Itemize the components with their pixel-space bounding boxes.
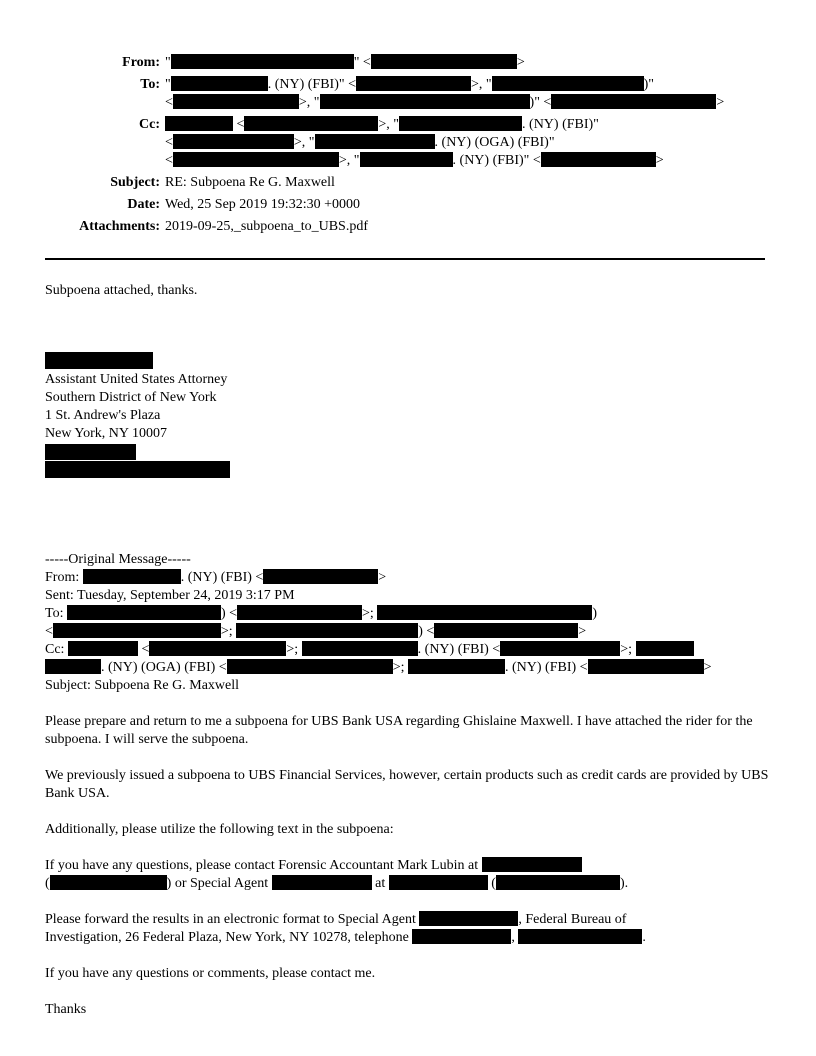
redaction [551, 94, 716, 109]
original-sent: Sent: Tuesday, September 24, 2019 3:17 PM [45, 588, 295, 603]
original-paragraph-3: Additionally, please utilize the following text in the subpoena: [45, 822, 394, 837]
signature-phone-redaction [45, 444, 136, 460]
original-from: From: . (NY) (FBI) < > [45, 570, 387, 585]
signature-office: Southern District of New York [45, 390, 217, 405]
redaction [412, 929, 511, 944]
original-to-line-1: To: ) < >; ) [45, 606, 597, 621]
redaction [482, 857, 582, 872]
redaction [227, 659, 393, 674]
redaction [496, 875, 620, 890]
redaction [389, 875, 488, 890]
original-paragraph-1: Please prepare and return to me a subpoena for UBS Bank USA regarding Ghislaine Maxwell. I have attached the rider for the subpoena. I will serve the subpoena. [45, 714, 753, 747]
original-paragraph-5-line-2: Investigation, 26 Federal Plaza, New York, NY 10278, telephone , . [45, 930, 646, 945]
original-cc-line-2: . (NY) (OGA) (FBI) < >; . (NY) (FBI) < > [45, 659, 711, 677]
original-cc-line-1: Cc: < >; . (NY) (FBI) < >; [45, 641, 694, 659]
redaction [360, 152, 453, 167]
redaction [236, 623, 418, 638]
date-label: Date: [127, 197, 160, 212]
original-paragraph-4-line-1: If you have any questions, please contact Forensic Accountant Mark Lubin at [45, 857, 582, 875]
cc-value-line-1: < >, " . (NY) (FBI)" [165, 116, 599, 134]
redaction [588, 659, 704, 674]
redaction [171, 54, 354, 69]
redaction [173, 152, 339, 167]
from-label: From: [122, 55, 160, 70]
redaction [356, 76, 471, 91]
redaction [419, 911, 518, 926]
original-paragraph-2: We previously issued a subpoena to UBS Financial Services, however, certain products such as credit cards are provided by UBS Bank USA. [45, 768, 769, 801]
redaction [53, 623, 221, 638]
cc-label: Cc: [139, 117, 160, 132]
redaction [165, 116, 233, 131]
redaction [371, 54, 517, 69]
cc-value-line-3: < >, " . (NY) (FBI)" < > [165, 153, 664, 168]
subject-label: Subject: [110, 175, 160, 190]
redaction [50, 875, 167, 890]
redaction [83, 569, 181, 584]
signature-address-2: New York, NY 10007 [45, 426, 167, 441]
redaction [302, 641, 418, 656]
redaction [541, 152, 656, 167]
to-label: To: [140, 77, 160, 92]
from-value: " " < > [165, 55, 525, 70]
redaction [434, 623, 578, 638]
redaction [149, 641, 286, 656]
redaction [500, 641, 620, 656]
signature-address-1: 1 St. Andrew's Plaza [45, 408, 161, 423]
original-paragraph-6: If you have any questions or comments, please contact me. [45, 966, 376, 981]
redaction [518, 929, 642, 944]
redaction [320, 94, 530, 109]
redaction [315, 134, 435, 149]
redaction [173, 94, 299, 109]
redaction [492, 76, 644, 91]
signature-email-redaction [45, 461, 230, 478]
original-message-divider: -----Original Message----- [45, 552, 191, 567]
redaction [263, 569, 378, 584]
redaction [399, 116, 522, 131]
original-subject: Subject: Subpoena Re G. Maxwell [45, 678, 240, 693]
redaction [173, 134, 294, 149]
signature-title: Assistant United States Attorney [45, 372, 228, 387]
to-value-line-1: " . (NY) (FBI)" < >, " )" [165, 77, 654, 92]
original-paragraph-5-line-1: Please forward the results in an electronic format to Special Agent , Federal Bureau of [45, 912, 627, 927]
subject-value: RE: Subpoena Re G. Maxwell [165, 175, 335, 190]
header-divider [45, 258, 765, 260]
redaction [408, 659, 505, 674]
attachments-label: Attachments: [79, 219, 160, 234]
redaction [171, 76, 268, 91]
original-paragraph-7: Thanks [45, 1002, 87, 1017]
original-paragraph-4-line-2: ( ) or Special Agent at ( ). [45, 876, 629, 891]
original-to-line-2: < >; ) < > [45, 624, 587, 639]
signature-name-redaction [45, 352, 153, 369]
attachment-link[interactable]: 2019-09-25,_subpoena_to_UBS.pdf [165, 219, 368, 234]
to-value-line-2: < >, " )" < > [165, 95, 725, 110]
redaction [237, 605, 362, 620]
redaction [67, 605, 221, 620]
redaction [244, 116, 378, 131]
reply-text: Subpoena attached, thanks. [45, 283, 198, 298]
redaction [272, 875, 372, 890]
cc-value-line-2: < >, " . (NY) (OGA) (FBI)" [165, 135, 555, 150]
redaction [45, 659, 101, 674]
redaction [636, 641, 694, 656]
date-value: Wed, 25 Sep 2019 19:32:30 +0000 [165, 197, 360, 212]
redaction [68, 641, 138, 656]
redaction [377, 605, 592, 620]
